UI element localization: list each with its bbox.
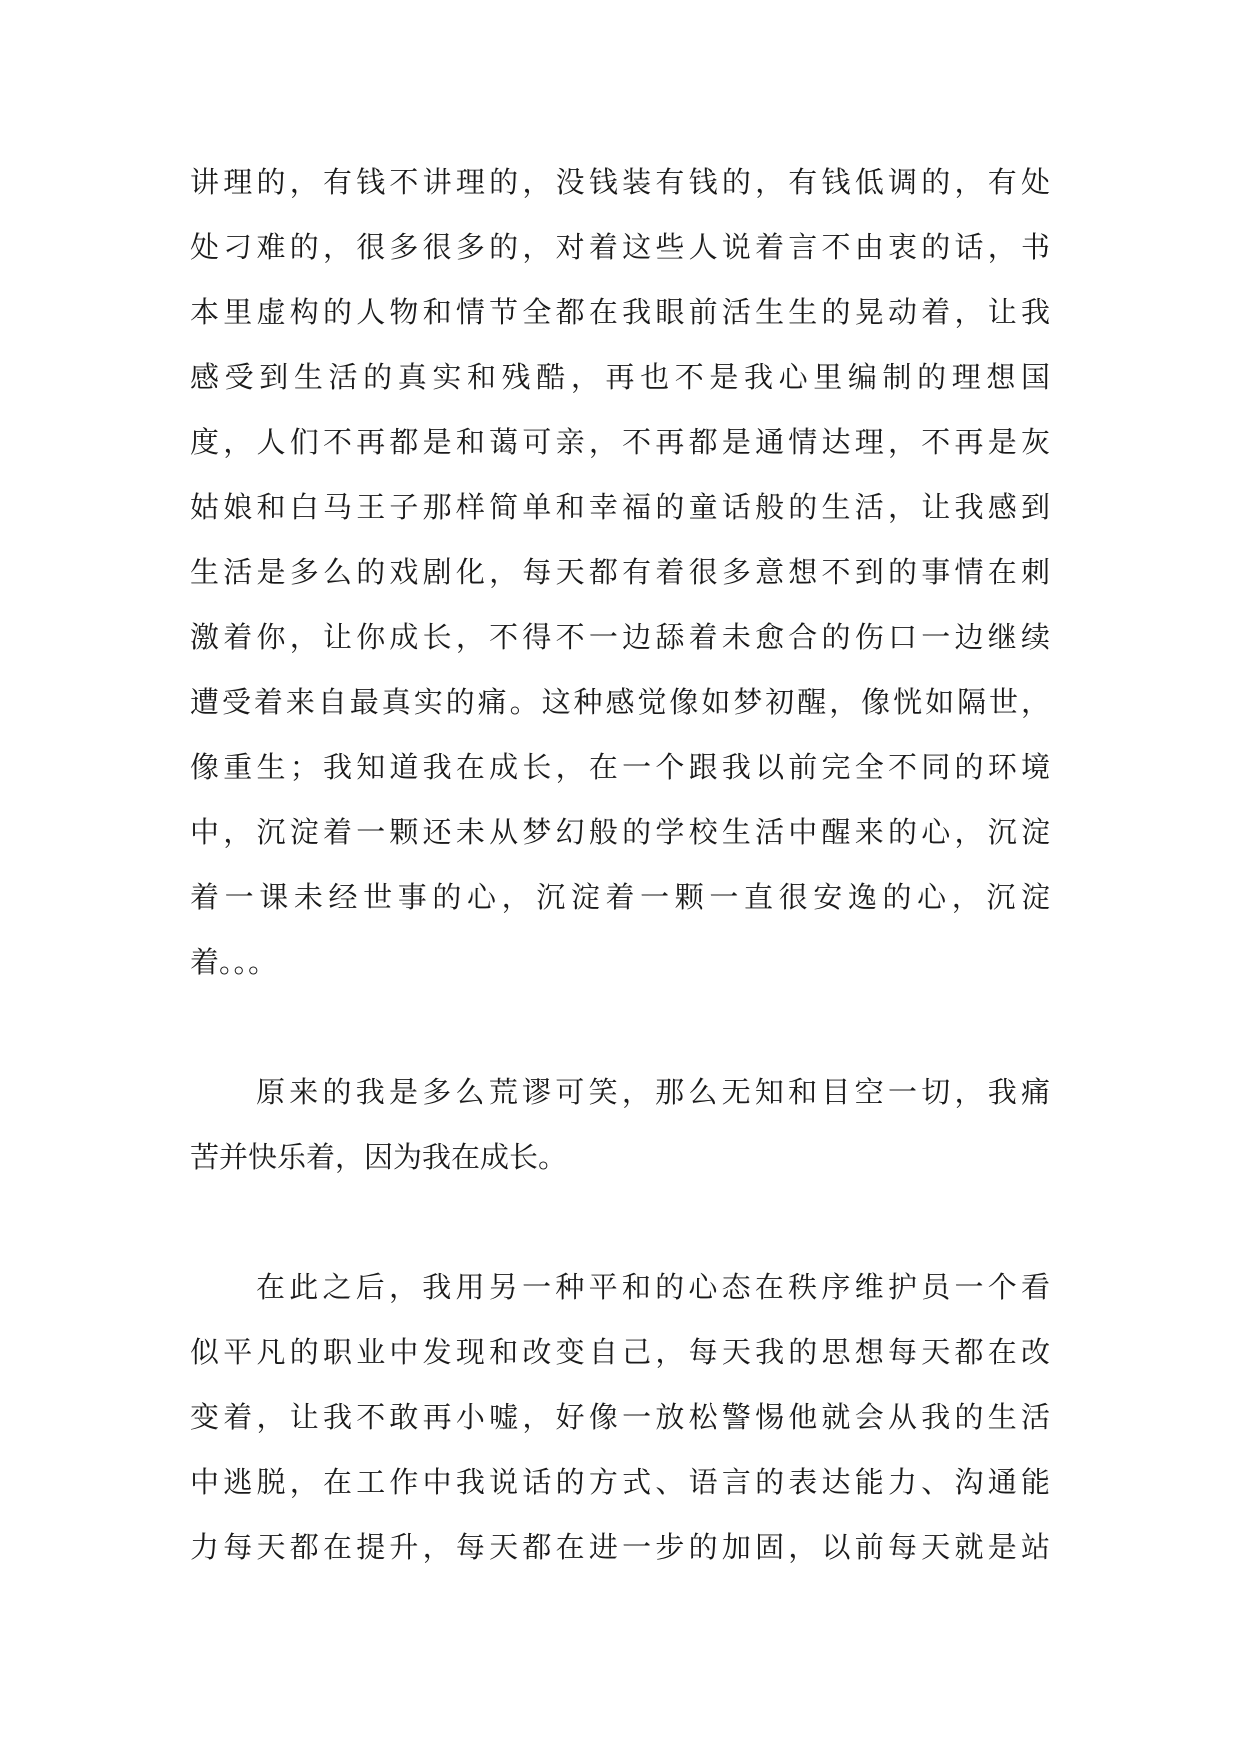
text-line: 度，人们不再都是和蔼可亲，不再都是通情达理，不再是灰 (190, 425, 1050, 459)
text-line: 像重生；我知道我在成长，在一个跟我以前完全不同的环境 (190, 750, 1050, 784)
text-line: 力每天都在提升，每天都在进一步的加固，以前每天就是站 (190, 1530, 1050, 1564)
text-line: 本里虚构的人物和情节全都在我眼前活生生的晃动着，让我 (190, 295, 1050, 329)
text-line: 讲理的，有钱不讲理的，没钱装有钱的，有钱低调的，有处 (190, 165, 1050, 199)
text-line: 变着，让我不敢再小嘘，好像一放松警惕他就会从我的生活 (190, 1400, 1050, 1434)
text-line: 姑娘和白马王子那样简单和幸福的童话般的生活，让我感到 (190, 490, 1050, 524)
text-line: 中逃脱，在工作中我说话的方式、语言的表达能力、沟通能 (190, 1465, 1050, 1499)
text-line: 遭受着来自最真实的痛。这种感觉像如梦初醒，像恍如隔世， (190, 685, 1050, 719)
text-line: 处刁难的，很多很多的，对着这些人说着言不由衷的话，书 (190, 230, 1050, 264)
text-line: 在此之后，我用另一种平和的心态在秩序维护员一个看 (256, 1270, 1050, 1304)
text-line: 生活是多么的戏剧化，每天都有着很多意想不到的事情在刺 (190, 555, 1050, 589)
text-line: 着。。。 (190, 945, 278, 979)
paragraph-3 (190, 1255, 1050, 1580)
text-line: 感受到生活的真实和残酷，再也不是我心里编制的理想国 (190, 360, 1050, 394)
paragraph-2 (190, 1060, 1050, 1190)
text-line: 着一课未经世事的心，沉淀着一颗一直很安逸的心，沉淀 (190, 880, 1050, 914)
text-line: 苦并快乐着，因为我在成长。 (190, 1140, 568, 1174)
text-line: 似平凡的职业中发现和改变自己，每天我的思想每天都在改 (190, 1335, 1050, 1369)
text-line: 激着你，让你成长，不得不一边舔着未愈合的伤口一边继续 (190, 620, 1050, 654)
paragraph-1 (190, 150, 1050, 995)
text-line: 原来的我是多么荒谬可笑，那么无知和目空一切，我痛 (256, 1075, 1050, 1109)
text-line: 中，沉淀着一颗还未从梦幻般的学校生活中醒来的心，沉淀 (190, 815, 1050, 849)
